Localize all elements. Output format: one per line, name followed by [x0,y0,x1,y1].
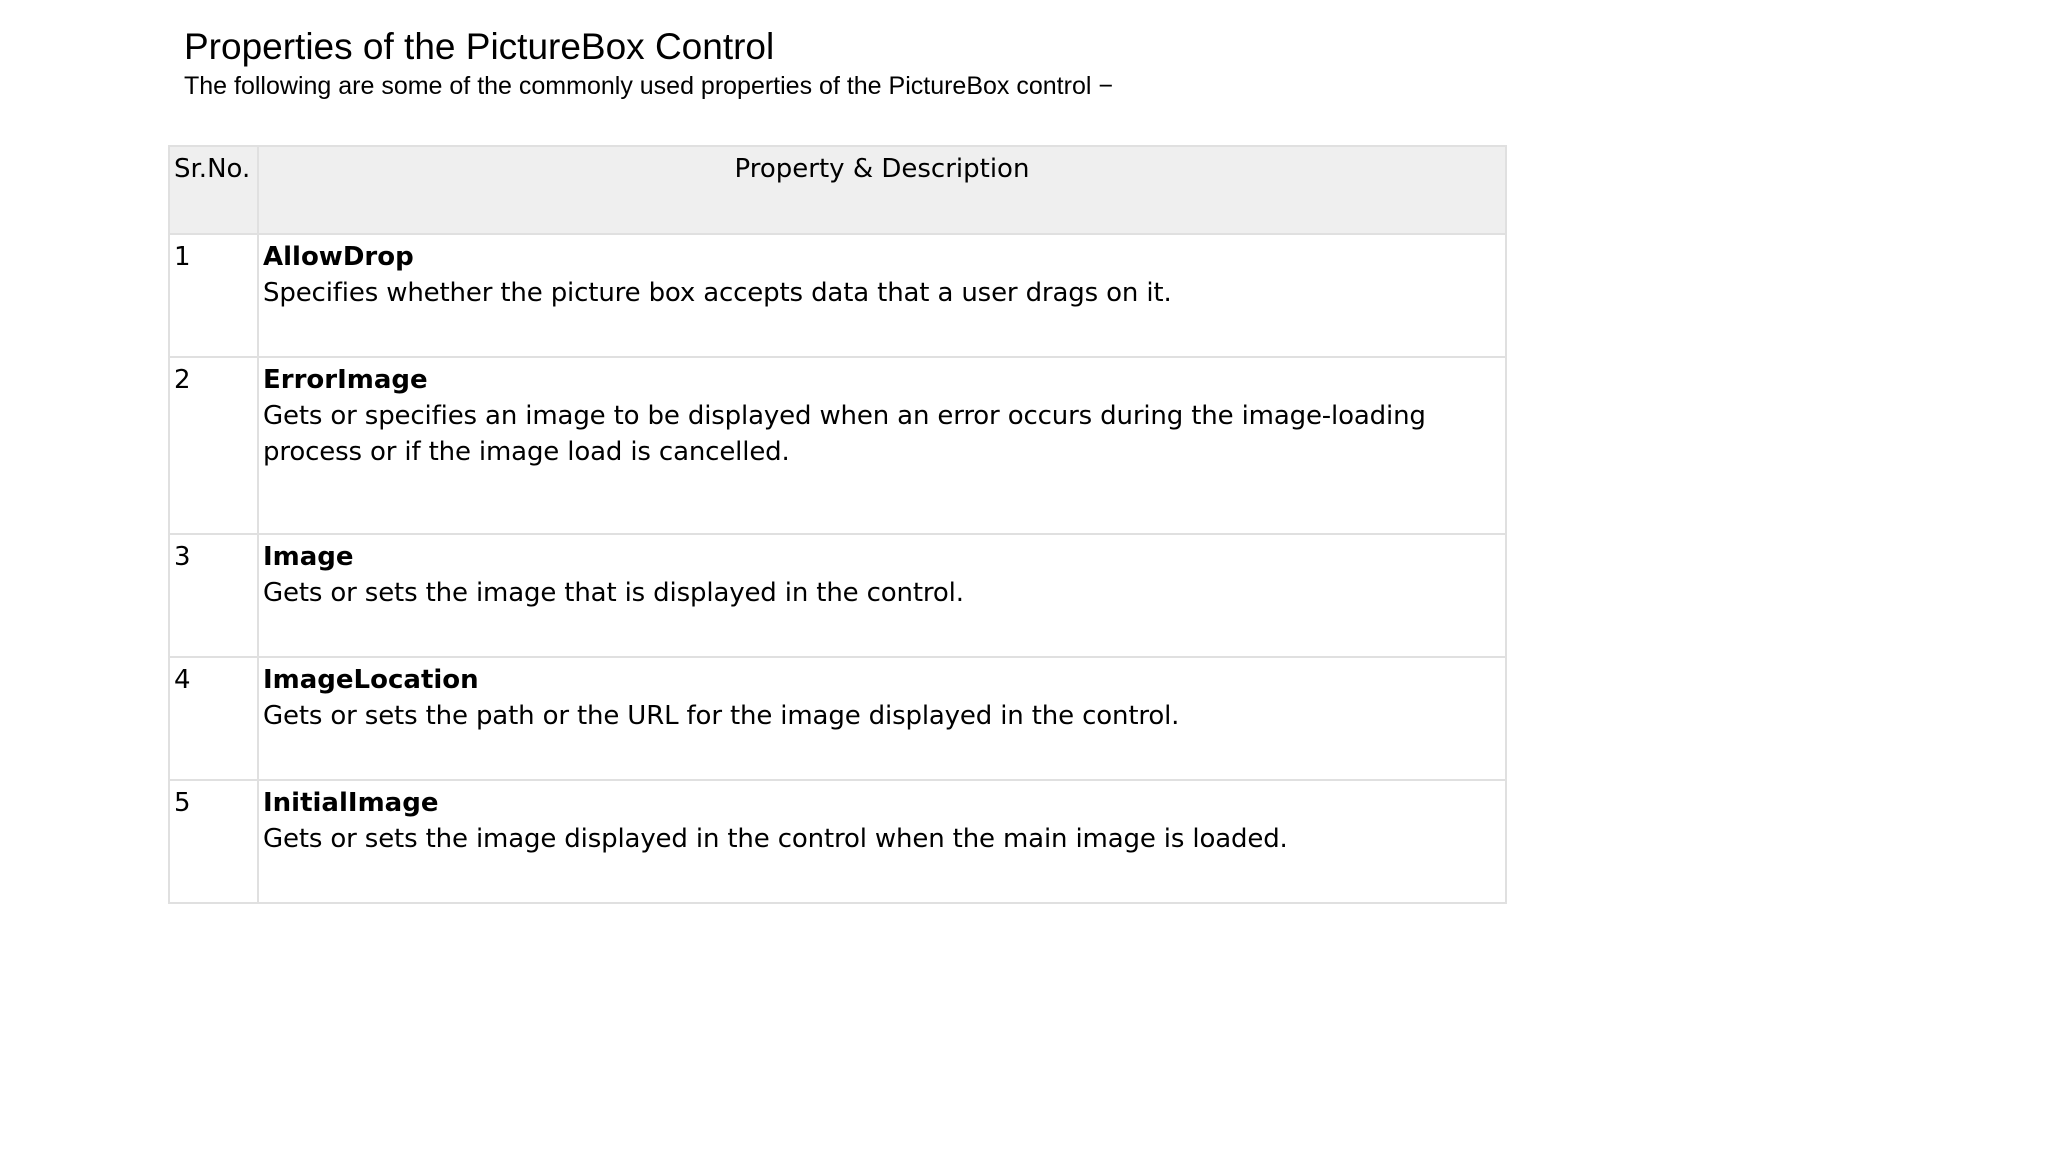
row-number: 4 [169,657,258,780]
property-description: Specifies whether the picture box accepts data that a user drags on it. [263,278,1172,308]
property-description: Gets or sets the path or the URL for the image displayed in the control. [263,701,1180,731]
property-description: Gets or sets the image that is displayed in the control. [263,578,964,608]
row-number: 2 [169,357,258,534]
header-property-description: Property & Description [258,146,1506,234]
row-number: 5 [169,780,258,903]
table-row [169,780,1506,903]
table-row [169,534,1506,657]
row-content [258,780,1506,903]
row-content [258,534,1506,657]
row-content [258,657,1506,780]
properties-table [168,145,1507,904]
table-row [169,657,1506,780]
row-content [258,357,1506,534]
table-header-row [169,146,1506,234]
row-content [258,234,1506,357]
property-name: Image [263,542,354,572]
page-subtitle: The following are some of the commonly used properties of the PictureBox control − [184,72,1113,100]
property-name: AllowDrop [263,242,414,272]
row-number: 1 [169,234,258,357]
page-title: Properties of the PictureBox Control [184,26,775,67]
property-description: Gets or specifies an image to be displayed when an error occurs during the image-loading process or if the image load is cancelled. [263,401,1426,467]
table-row [169,234,1506,357]
page-heading [184,24,1113,102]
property-name: InitialImage [263,788,439,818]
row-number: 3 [169,534,258,657]
header-sr-no: Sr.No. [169,146,258,234]
property-name: ErrorImage [263,365,428,395]
property-description: Gets or sets the image displayed in the control when the main image is loaded. [263,824,1288,854]
table-row [169,357,1506,534]
property-name: ImageLocation [263,665,479,695]
